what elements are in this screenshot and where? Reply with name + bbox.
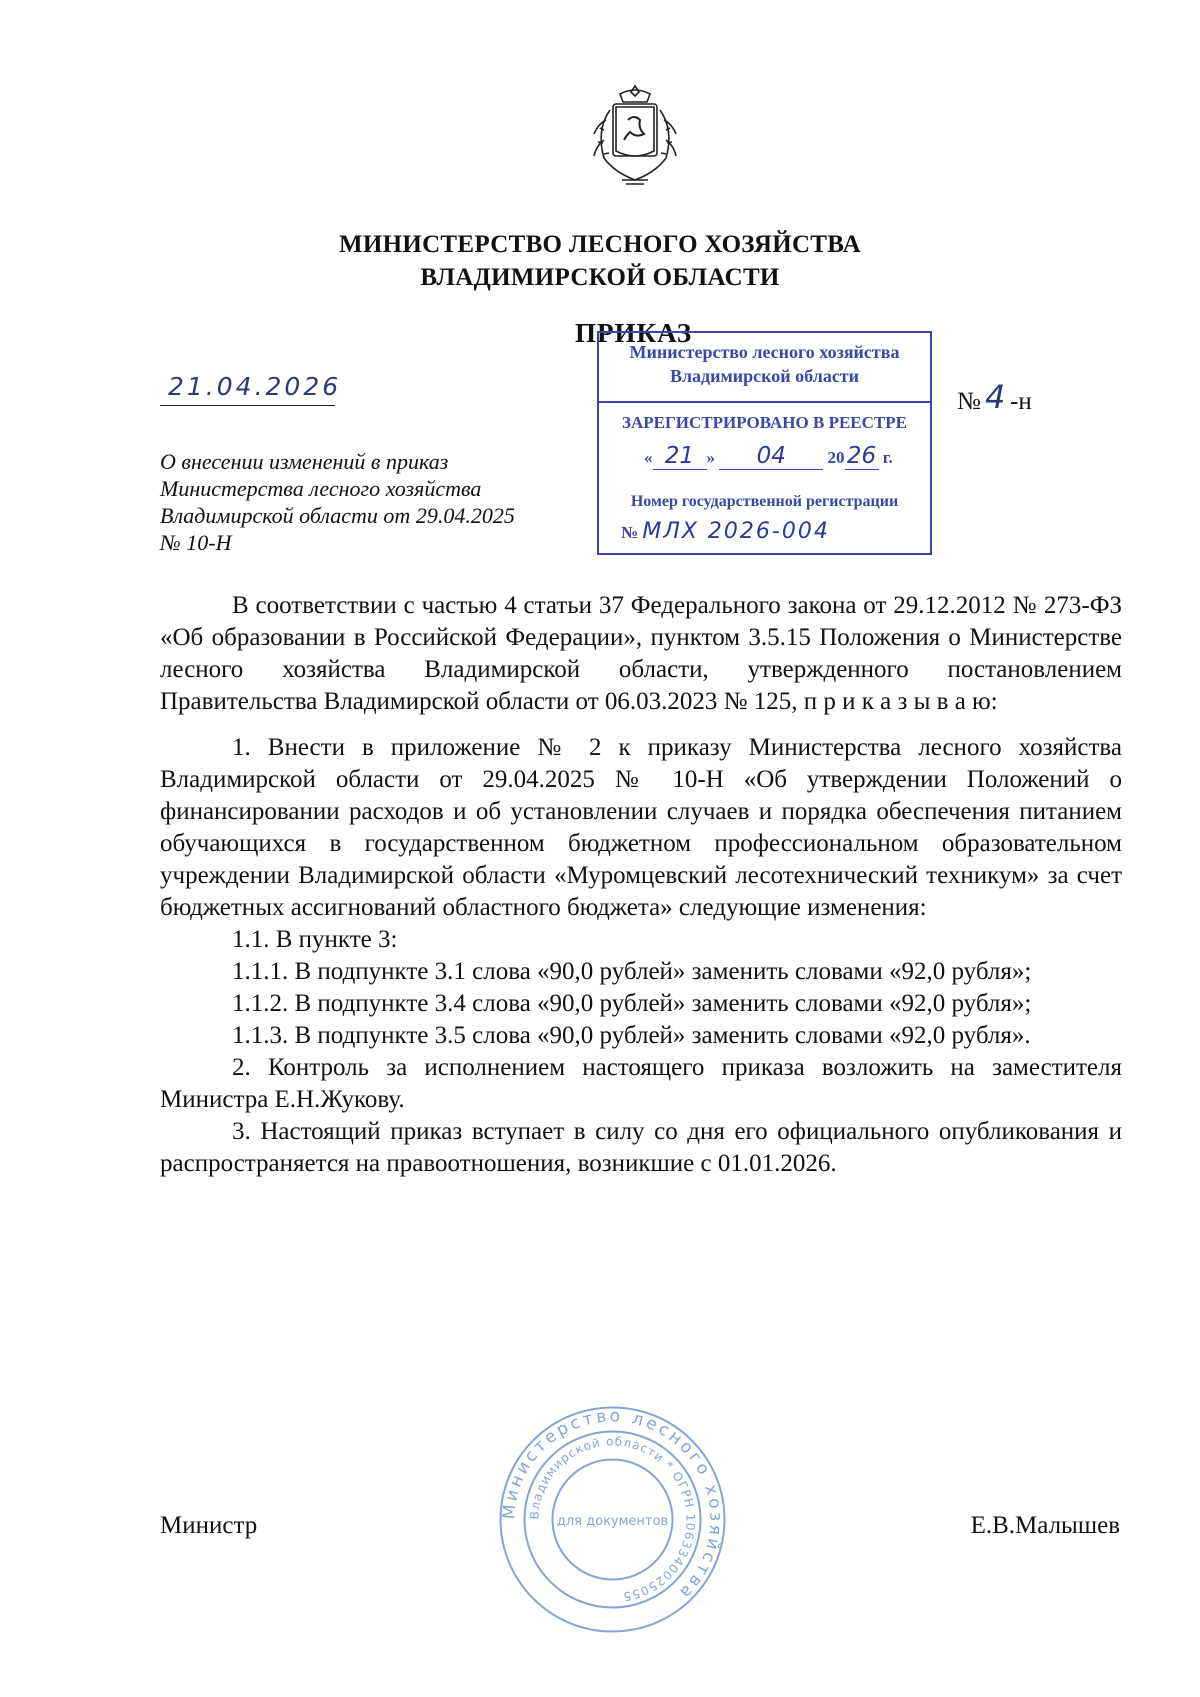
order-subject [160, 448, 560, 556]
item-2-paragraph: 2. Контроль за исполнением настоящего приказа возложить на заместителя Министра Е.Н.Жукову. [160, 1054, 1122, 1113]
stamp-reg-number-label: Номер государственной регистрации [630, 493, 899, 510]
signer-name: Е.В.Малышев [970, 1512, 1120, 1539]
official-seal [495, 1402, 730, 1637]
stamp-ministry-line2: Владимирской области [669, 366, 860, 386]
subject-line4: № 10-Н [160, 530, 232, 555]
stamp-date [644, 443, 904, 470]
stamp-reg-number [621, 519, 921, 544]
signer-title: Министр [160, 1512, 258, 1539]
order-number-prefix: № [957, 388, 981, 415]
order-body [160, 590, 1122, 1180]
stamp-registered-label: ЗАРЕГИСТРИРОВАНО В РЕЕСТРЕ [622, 413, 907, 432]
stamp-reg-number-value: МЛХ 2026-004 [642, 519, 830, 544]
order-number: 4 [985, 378, 1006, 416]
stamp-date-year-prefix: 20 [827, 448, 845, 467]
coat-of-arms-icon [580, 80, 690, 190]
stamp-divider [599, 401, 930, 403]
ministry-title-line2: ВЛАДИМИРСКОЙ ОБЛАСТИ [420, 264, 780, 291]
item-1-paragraph: 1. Внести в приложение № 2 к приказу Министерства лесного хозяйства Владимирской области от 29.04.2025 № 10-Н «Об утверждении Положений о финансировании расходов и об установлении случаев и порядка обеспечения питанием обучающихся в государственном бюджетном профессиональном образовательном учреждении Владимирской области «Муромцевский лесотехнический техникум» за счет бюджетных ассигнований областного бюджета» следующие изменения: [160, 734, 1122, 921]
date-underline [160, 405, 335, 406]
subject-line1: О внесении изменений в приказ [160, 449, 449, 474]
stamp-date-g: г. [882, 448, 893, 467]
seal-outer-text: Министерство лесного хозяйства [499, 1406, 726, 1605]
seal-inner-text: Владимирской области * ОГРН 1063340025055 [527, 1434, 698, 1604]
item-1-1-paragraph: 1.1. В пункте 3: [232, 926, 398, 953]
item-3-paragraph: 3. Настоящий приказ вступает в силу со дня его официального опубликования и распространяется на правоотношения, возникшие с 01.01.2026. [160, 1118, 1122, 1177]
ministry-title-line1: МИНИСТЕРСТВО ЛЕСНОГО ХОЗЯЙСТВА [338, 231, 862, 258]
seal-center-text: для документов [556, 1514, 669, 1529]
stamp-date-close-quote: » [706, 448, 715, 467]
item-1-1-2-paragraph: 1.1.2. В подпункте 3.4 слова «90,0 рублей» заменить словами «92,0 рубля»; [232, 990, 1032, 1017]
item-1-1-3-paragraph: 1.1.3. В подпункте 3.5 слова «90,0 рублей» заменить словами «92,0 рубля». [232, 1022, 1031, 1049]
document-type: ПРИКАЗ [575, 318, 693, 348]
order-date: 21.04.2026 [168, 372, 342, 401]
stamp-date-open-quote: « [644, 448, 653, 467]
stamp-date-year: 26 [845, 443, 879, 470]
preamble-paragraph: В соответствии с частью 4 статьи 37 Федерального закона от 29.12.2012 № 273-ФЗ «Об образовании в Российской Федерации», пунктом 3.5.15 Положения о Министерстве лесного хозяйства Владимирской области, утвержденного постановлением Правительства Владимирской области от 06.03.2023 № 125, п р и к а з ы в а ю: [160, 592, 1122, 715]
stamp-date-day: 21 [653, 443, 707, 470]
order-number-suffix: -н [1010, 388, 1032, 415]
ministry-title [0, 228, 1200, 294]
item-1-1-1-paragraph: 1.1.1. В подпункте 3.1 слова «90,0 рублей» заменить словами «92,0 рубля»; [232, 958, 1032, 985]
stamp-date-month: 04 [719, 443, 823, 470]
subject-line3: Владимирской области от 29.04.2025 [160, 503, 515, 528]
stamp-reg-number-prefix: № [621, 523, 639, 542]
registration-stamp [597, 331, 932, 555]
subject-line2: Министерства лесного хозяйства [160, 476, 482, 501]
stamp-ministry-line1: Министерство лесного хозяйства [629, 342, 900, 362]
